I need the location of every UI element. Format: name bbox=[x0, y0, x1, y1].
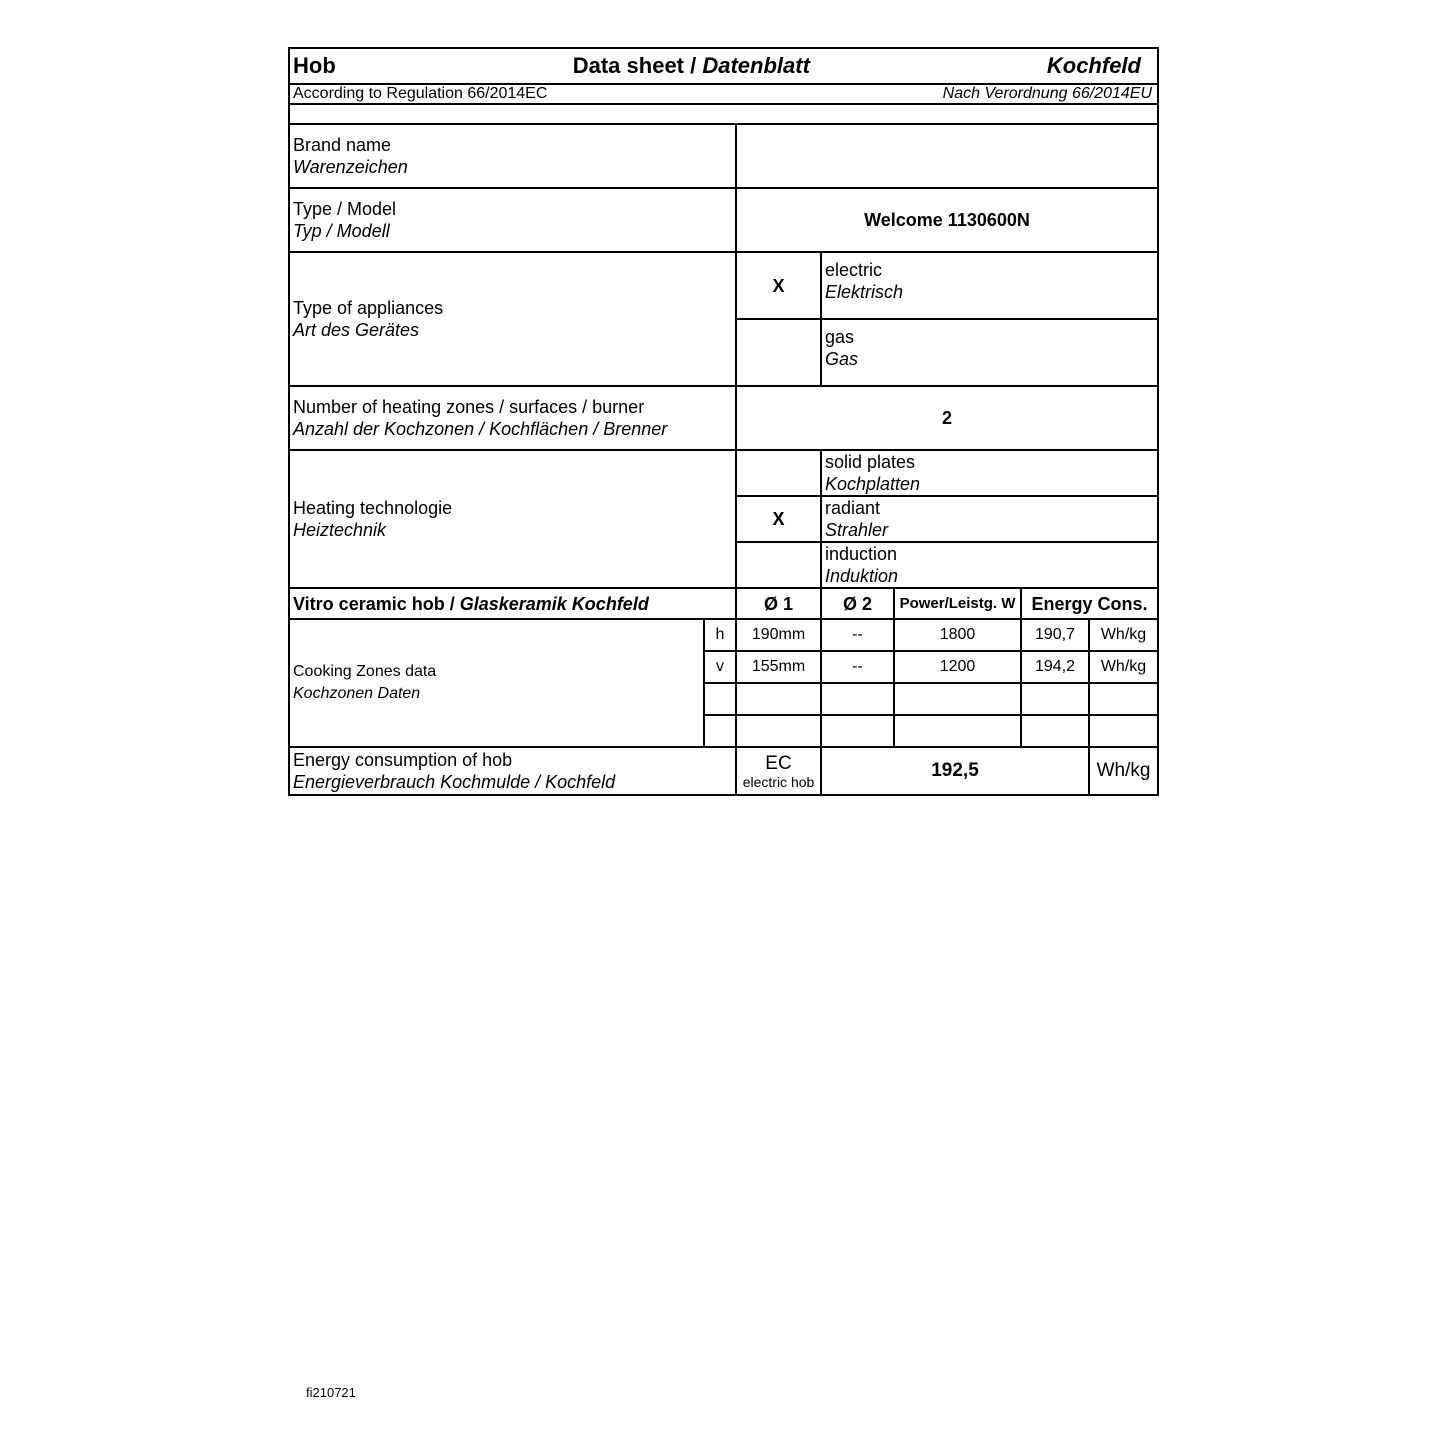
technology-option-radiant bbox=[821, 496, 1158, 542]
zone-d1: 155mm bbox=[736, 651, 821, 683]
zone-energy bbox=[1021, 715, 1089, 747]
zone-pos: h bbox=[704, 619, 736, 651]
energy-hob-label-de: Energieverbrauch Kochmulde / Kochfeld bbox=[293, 772, 616, 792]
appliance-label bbox=[289, 252, 736, 386]
zones-label-de: Anzahl der Kochzonen / Kochflächen / Brenner bbox=[293, 419, 668, 439]
zone-energy: 194,2 bbox=[1021, 651, 1089, 683]
regulation-en: According to Regulation 66/2014EC bbox=[293, 85, 548, 102]
brand-label-en: Brand name bbox=[293, 135, 392, 155]
zone-unit: Wh/kg bbox=[1089, 619, 1158, 651]
title-center-de: Datenblatt bbox=[702, 53, 810, 78]
technology-option-induction-en: induction bbox=[825, 544, 898, 564]
technology-option-induction-de: Induktion bbox=[825, 566, 899, 586]
zone-d2 bbox=[821, 715, 894, 747]
appliance-mark-gas bbox=[736, 319, 821, 386]
energy-hob-label-en: Energy consumption of hob bbox=[293, 750, 513, 770]
blank-row bbox=[289, 104, 1158, 124]
energy-hob-value: 192,5 bbox=[821, 747, 1089, 795]
cooking-zones-label-de: Kochzonen Daten bbox=[293, 685, 421, 702]
appliance-option-electric-de: Elektrisch bbox=[825, 282, 904, 302]
technology-label bbox=[289, 450, 736, 588]
zone-energy bbox=[1021, 683, 1089, 715]
zone-d1 bbox=[736, 715, 821, 747]
energy-hob-unit: Wh/kg bbox=[1089, 747, 1158, 795]
technology-option-solid-en: solid plates bbox=[825, 452, 916, 472]
title-left: Hob bbox=[293, 53, 336, 78]
zone-power: 1200 bbox=[894, 651, 1021, 683]
zones-label-en: Number of heating zones / surfaces / burner bbox=[293, 397, 645, 417]
technology-option-induction bbox=[821, 542, 1158, 588]
technology-mark-radiant: X bbox=[736, 496, 821, 542]
appliance-option-gas-de: Gas bbox=[825, 349, 859, 369]
table-head-title-en: Vitro ceramic hob / bbox=[293, 593, 460, 614]
appliance-label-de: Art des Gerätes bbox=[293, 320, 420, 340]
cooking-zones-label-en: Cooking Zones data bbox=[293, 663, 437, 680]
appliance-label-en: Type of appliances bbox=[293, 298, 444, 318]
technology-label-de: Heiztechnik bbox=[293, 520, 387, 540]
zone-d1 bbox=[736, 683, 821, 715]
zone-unit bbox=[1089, 683, 1158, 715]
cooking-zones-label bbox=[289, 619, 704, 747]
data-sheet-table bbox=[288, 47, 1159, 796]
zone-power: 1800 bbox=[894, 619, 1021, 651]
technology-label-en: Heating technologie bbox=[293, 498, 453, 518]
technology-option-solid bbox=[821, 450, 1158, 496]
zones-value: 2 bbox=[736, 386, 1158, 450]
appliance-option-electric-en: electric bbox=[825, 260, 883, 280]
zone-pos bbox=[704, 683, 736, 715]
table-head-d1: Ø 1 bbox=[736, 588, 821, 619]
appliance-option-gas bbox=[821, 319, 1158, 386]
zone-power bbox=[894, 715, 1021, 747]
table-head-d2: Ø 2 bbox=[821, 588, 894, 619]
zones-label bbox=[289, 386, 736, 450]
zone-d1: 190mm bbox=[736, 619, 821, 651]
zone-pos bbox=[704, 715, 736, 747]
appliance-mark-electric: X bbox=[736, 252, 821, 319]
model-label-de: Typ / Modell bbox=[293, 221, 390, 241]
zone-power bbox=[894, 683, 1021, 715]
energy-hob-code-main: EC bbox=[765, 752, 792, 774]
zone-unit: Wh/kg bbox=[1089, 651, 1158, 683]
title-center bbox=[573, 53, 810, 79]
title-right: Kochfeld bbox=[1046, 53, 1141, 78]
technology-option-solid-de: Kochplatten bbox=[825, 474, 921, 494]
technology-mark-solid bbox=[736, 450, 821, 496]
data-sheet bbox=[288, 47, 1157, 796]
brand-value bbox=[736, 124, 1158, 188]
zone-unit bbox=[1089, 715, 1158, 747]
zone-energy: 190,7 bbox=[1021, 619, 1089, 651]
table-head-title bbox=[289, 588, 736, 619]
appliance-option-gas-en: gas bbox=[825, 327, 855, 347]
model-label-en: Type / Model bbox=[293, 199, 397, 219]
technology-option-radiant-en: radiant bbox=[825, 498, 881, 518]
table-head-title-de: Glaskeramik Kochfeld bbox=[459, 593, 649, 614]
energy-hob-code bbox=[736, 747, 821, 795]
technology-mark-induction bbox=[736, 542, 821, 588]
regulation-de: Nach Verordnung 66/2014EU bbox=[942, 85, 1152, 102]
table-head-power: Power/Leistg. W bbox=[894, 588, 1021, 619]
regulation-cell bbox=[289, 84, 1158, 104]
brand-label bbox=[289, 124, 736, 188]
title-center-en: Data sheet / bbox=[572, 53, 703, 78]
zone-d2 bbox=[821, 683, 894, 715]
brand-label-de: Warenzeichen bbox=[293, 157, 408, 177]
footer-code: fi210721 bbox=[306, 1385, 356, 1400]
model-label bbox=[289, 188, 736, 252]
energy-hob-label bbox=[289, 747, 736, 795]
zone-d2: -- bbox=[821, 651, 894, 683]
title-cell bbox=[289, 48, 1158, 84]
zone-d2: -- bbox=[821, 619, 894, 651]
energy-hob-code-sub: electric hob bbox=[742, 773, 815, 790]
table-head-energy: Energy Cons. bbox=[1021, 588, 1158, 619]
appliance-option-electric bbox=[821, 252, 1158, 319]
model-value: Welcome 1130600N bbox=[736, 188, 1158, 252]
technology-option-radiant-de: Strahler bbox=[825, 520, 889, 540]
zone-pos: v bbox=[704, 651, 736, 683]
